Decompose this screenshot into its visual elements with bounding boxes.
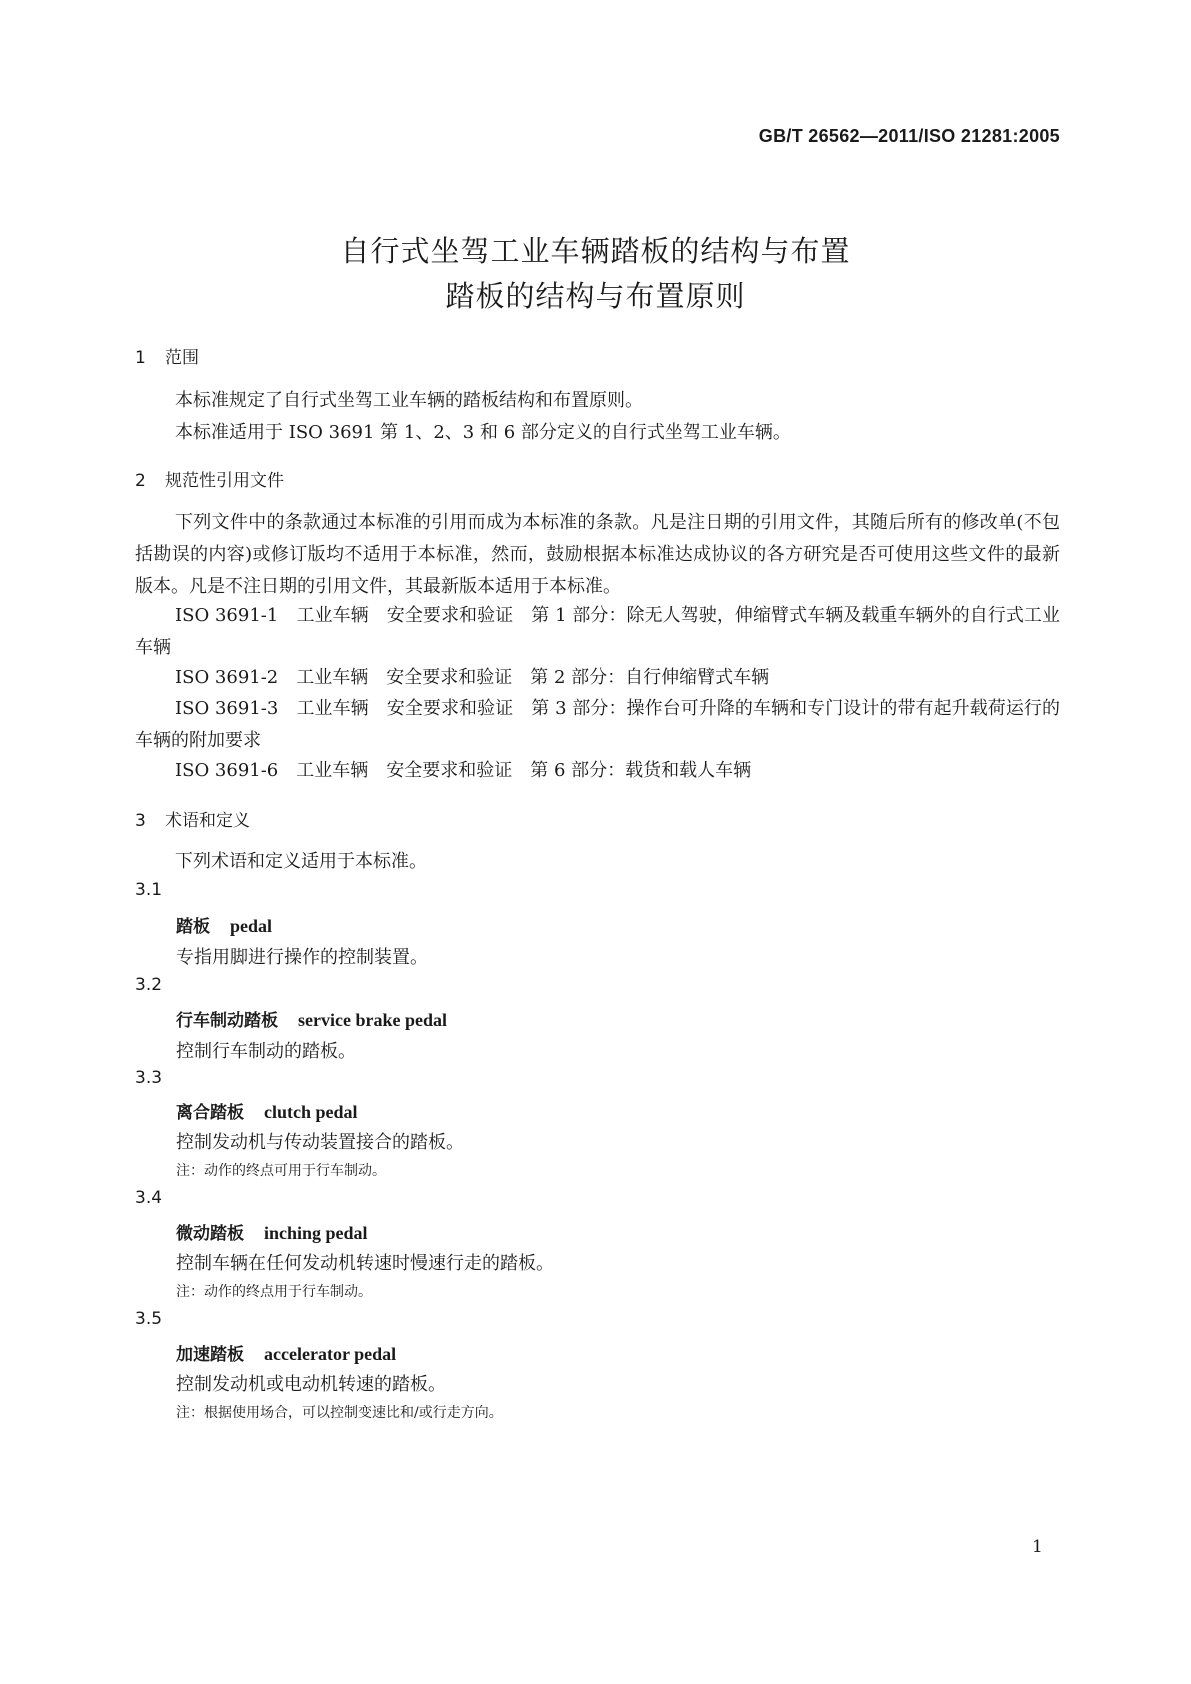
term-english: clutch pedal — [264, 1102, 358, 1122]
section-3-heading — [135, 806, 250, 831]
reference-item: ISO 3691-3 工业车辆 安全要求和验证 第 3 部分：操作台可升降的车辆和专门设计的带有起升载荷运行的车辆的附加要求 — [135, 698, 1060, 751]
document-title-line-2: 踏板的结构与布置原则 — [445, 279, 746, 313]
term-english: pedal — [230, 916, 273, 936]
section-number: 1 — [135, 348, 146, 368]
scope-paragraph-1: 本标准规定了自行式坐驾工业车辆的踏板结构和布置原则。 — [175, 390, 643, 411]
term-entry — [176, 1098, 358, 1123]
term-english: service brake pedal — [298, 1010, 447, 1030]
section-title: 术语和定义 — [165, 811, 250, 831]
term-english: accelerator pedal — [264, 1344, 397, 1364]
term-definition: 专指用脚进行操作的控制装置。 — [176, 947, 428, 968]
term-chinese: 踏板 — [176, 917, 210, 937]
term-number: 3.1 — [135, 880, 163, 900]
term-entry — [176, 1219, 368, 1244]
term-chinese: 行车制动踏板 — [176, 1011, 278, 1031]
document-title-line-1: 自行式坐驾工业车辆踏板的结构与布置 — [340, 234, 851, 268]
term-number: 3.2 — [135, 975, 163, 995]
reference-item: ISO 3691-2 工业车辆 安全要求和验证 第 2 部分：自行伸缩臂式车辆 — [175, 667, 770, 688]
section-title: 规范性引用文件 — [165, 471, 284, 491]
section-2-heading — [135, 466, 284, 491]
terms-intro: 下列术语和定义适用于本标准。 — [175, 851, 427, 872]
page-number: 1 — [1032, 1537, 1043, 1557]
term-definition: 控制行车制动的踏板。 — [176, 1041, 356, 1062]
scope-paragraph-2: 本标准适用于 ISO 3691 第 1、2、3 和 6 部分定义的自行式坐驾工业车辆。 — [175, 422, 791, 443]
term-number: 3.5 — [135, 1309, 163, 1329]
term-note: 注：根据使用场合，可以控制变速比和/或行走方向。 — [176, 1405, 503, 1421]
standard-code: GB/T 26562—2011/ISO 21281:2005 — [758, 126, 1060, 146]
term-entry — [176, 1006, 447, 1031]
term-english: inching pedal — [264, 1223, 368, 1243]
references-intro: 下列文件中的条款通过本标准的引用而成为本标准的条款。凡是注日期的引用文件，其随后所有的修改单(不包括勘误的内容)或修订版均不适用于本标准，然而，鼓励根据本标准达成协议的各方研究是否可使用这些文件的最新版本。凡是不注日期的引用文件，其最新版本适用于本标准。 — [135, 512, 1060, 597]
term-note: 注：动作的终点用于行车制动。 — [176, 1284, 372, 1300]
section-1-heading — [135, 343, 199, 368]
term-number: 3.4 — [135, 1188, 163, 1208]
reference-item: ISO 3691-1 工业车辆 安全要求和验证 第 1 部分：除无人驾驶，伸缩臂式车辆及载重车辆外的自行式工业车辆 — [135, 605, 1060, 658]
reference-item: ISO 3691-6 工业车辆 安全要求和验证 第 6 部分：载货和载人车辆 — [175, 760, 752, 781]
term-entry — [176, 1340, 396, 1365]
term-definition: 控制车辆在任何发动机转速时慢速行走的踏板。 — [176, 1253, 554, 1274]
term-note: 注：动作的终点可用于行车制动。 — [176, 1163, 386, 1179]
term-chinese: 加速踏板 — [176, 1345, 244, 1365]
term-chinese: 微动踏板 — [176, 1224, 244, 1244]
section-number: 2 — [135, 471, 146, 491]
section-title: 范围 — [165, 348, 199, 368]
section-number: 3 — [135, 811, 146, 831]
term-chinese: 离合踏板 — [176, 1103, 244, 1123]
term-entry — [176, 912, 272, 937]
term-definition: 控制发动机与传动装置接合的踏板。 — [176, 1132, 464, 1153]
term-number: 3.3 — [135, 1068, 163, 1088]
term-definition: 控制发动机或电动机转速的踏板。 — [176, 1374, 446, 1395]
